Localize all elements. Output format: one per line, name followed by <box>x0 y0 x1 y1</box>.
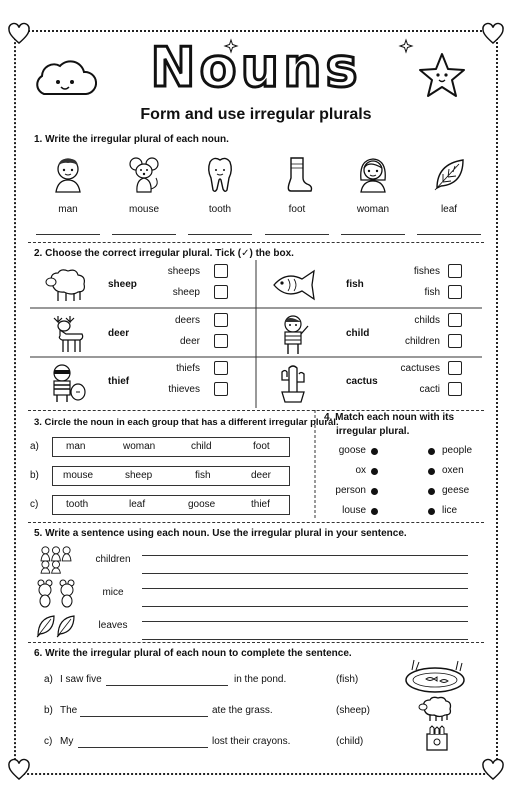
page-subtitle: Form and use irregular plurals <box>140 106 372 123</box>
child-icon <box>270 314 316 354</box>
leaves-icon <box>36 611 76 641</box>
sentence-end: ate the grass. <box>212 705 273 716</box>
tick-box[interactable] <box>448 313 462 327</box>
sheep-icon <box>44 265 90 305</box>
divider <box>28 242 484 243</box>
answer-line[interactable] <box>188 234 252 235</box>
match-right-word: people <box>442 445 473 456</box>
writing-line[interactable] <box>142 639 468 640</box>
leaf-icon <box>433 156 465 192</box>
tick-box[interactable] <box>214 361 228 375</box>
divider <box>28 642 484 643</box>
match-right-word: oxen <box>442 465 464 476</box>
match-dot[interactable] <box>371 488 378 495</box>
group-word[interactable]: foot <box>253 441 270 452</box>
section-6-title: 6. Write the irregular plural of each noun to complete the sentence. <box>34 648 352 659</box>
word-group <box>52 466 290 486</box>
option-label: thieves <box>168 384 200 395</box>
tick-word: fish <box>346 279 364 290</box>
section-3-title: 3. Circle the noun in each group that has a different irregular plural. <box>34 417 339 428</box>
tick-word: thief <box>108 376 130 387</box>
fish-icon <box>270 265 316 305</box>
match-dot[interactable] <box>371 448 378 455</box>
answer-line[interactable] <box>36 234 100 235</box>
deer-icon <box>44 314 90 354</box>
sentence-start: My <box>60 736 74 747</box>
pond-fish-icon <box>404 658 466 694</box>
answer-line[interactable] <box>112 234 176 235</box>
match-left-word: louse <box>342 505 366 516</box>
group-label: c) <box>30 499 39 510</box>
noun-hint: (fish) <box>336 674 359 685</box>
section-2-title: 2. Choose the correct irregular plural. Tick (✓) the box. <box>34 248 294 259</box>
group-word[interactable]: mouse <box>63 470 94 481</box>
writing-line[interactable] <box>142 573 468 574</box>
group-word[interactable]: man <box>66 441 86 452</box>
tick-box[interactable] <box>448 285 462 299</box>
group-word[interactable]: goose <box>188 499 216 510</box>
cactus-icon <box>270 362 316 402</box>
noun-label: leaf <box>440 204 458 215</box>
divider <box>28 410 484 411</box>
word-group <box>52 495 290 515</box>
answer-line[interactable] <box>78 747 208 748</box>
section-1-title: 1. Write the irregular plural of each noun. <box>34 134 229 145</box>
tick-word: deer <box>108 328 130 339</box>
match-dot[interactable] <box>428 508 435 515</box>
match-right-word: geese <box>442 485 470 496</box>
mice-icon <box>36 578 76 608</box>
tick-box[interactable] <box>214 313 228 327</box>
tick-word: cactus <box>346 376 378 387</box>
sentence-end: lost their crayons. <box>212 736 291 747</box>
group-label: a) <box>30 441 39 452</box>
sentence-noun: leaves <box>98 620 128 631</box>
writing-line[interactable] <box>142 621 468 622</box>
match-dot[interactable] <box>428 448 435 455</box>
option-label: deer <box>179 336 200 347</box>
option-label: cactuses <box>400 363 440 374</box>
answer-line[interactable] <box>265 234 329 235</box>
option-label: fish <box>424 287 440 298</box>
thief-icon <box>44 362 90 402</box>
match-left-word: goose <box>338 445 366 456</box>
heart-icon <box>482 760 504 780</box>
group-word[interactable]: fish <box>195 470 211 481</box>
section-5-title: 5. Write a sentence using each noun. Use the irregular plural in your sentence. <box>34 528 407 539</box>
tick-box[interactable] <box>214 264 228 278</box>
group-label: b) <box>30 470 39 481</box>
mouse-icon <box>128 156 160 192</box>
answer-line[interactable] <box>417 234 481 235</box>
writing-line[interactable] <box>142 555 468 556</box>
sentence-start: The <box>60 705 78 716</box>
answer-line[interactable] <box>106 685 228 686</box>
tick-box[interactable] <box>214 382 228 396</box>
option-label: deers <box>174 315 200 326</box>
heart-icon <box>8 760 30 780</box>
group-word[interactable]: child <box>191 441 212 452</box>
tooth-icon <box>204 156 236 192</box>
tick-box[interactable] <box>448 361 462 375</box>
section-4-title-line2: irregular plural. <box>336 426 410 437</box>
option-label: sheeps <box>167 266 200 277</box>
foot-icon <box>281 156 313 192</box>
crayon-box-icon <box>424 726 450 752</box>
option-label: children <box>404 336 440 347</box>
answer-line[interactable] <box>80 716 208 717</box>
tick-word: sheep <box>108 279 137 290</box>
match-left-word: ox <box>355 465 366 476</box>
option-label: thiefs <box>176 363 200 374</box>
item-label: c) <box>44 736 53 747</box>
noun-label: foot <box>288 204 306 215</box>
writing-line[interactable] <box>142 588 468 589</box>
woman-icon <box>357 156 389 192</box>
noun-label: woman <box>356 204 390 215</box>
divider <box>28 522 484 523</box>
section-4-title: 4. Match each noun with its <box>324 412 455 423</box>
match-left-word: person <box>335 485 366 496</box>
tick-box[interactable] <box>448 264 462 278</box>
tick-box[interactable] <box>448 382 462 396</box>
word-group <box>52 437 290 457</box>
option-label: fishes <box>413 266 440 277</box>
sentence-noun: children <box>95 554 131 565</box>
match-right-word: lice <box>442 505 458 516</box>
tick-word: child <box>346 328 370 339</box>
sheep-icon <box>416 694 456 722</box>
tick-box[interactable] <box>448 334 462 348</box>
match-dot[interactable] <box>371 508 378 515</box>
answer-line[interactable] <box>341 234 405 235</box>
sentence-start: I saw five <box>60 674 102 685</box>
noun-label: mouse <box>128 204 159 215</box>
noun-hint: (child) <box>336 736 364 747</box>
noun-label: tooth <box>208 204 232 215</box>
sentence-noun: mice <box>102 587 124 598</box>
match-dot[interactable] <box>371 468 378 475</box>
item-label: a) <box>44 674 53 685</box>
noun-hint: (sheep) <box>336 705 370 716</box>
tick-box[interactable] <box>214 285 228 299</box>
match-dot[interactable] <box>428 468 435 475</box>
tick-box[interactable] <box>214 334 228 348</box>
option-label: sheep <box>172 287 200 298</box>
page-title: Nouns <box>150 36 362 99</box>
item-label: b) <box>44 705 53 716</box>
group-word[interactable]: sheep <box>125 470 153 481</box>
man-icon <box>52 156 84 192</box>
writing-line[interactable] <box>142 606 468 607</box>
group-word[interactable]: leaf <box>129 499 146 510</box>
children-icon <box>36 545 76 575</box>
option-label: childs <box>414 315 440 326</box>
group-word[interactable]: woman <box>123 441 156 452</box>
sentence-end: in the pond. <box>234 674 287 685</box>
group-word[interactable]: thief <box>251 499 270 510</box>
group-word[interactable]: tooth <box>66 499 89 510</box>
group-word[interactable]: deer <box>251 470 272 481</box>
match-dot[interactable] <box>428 488 435 495</box>
noun-label: man <box>58 204 78 215</box>
option-label: cacti <box>419 384 440 395</box>
